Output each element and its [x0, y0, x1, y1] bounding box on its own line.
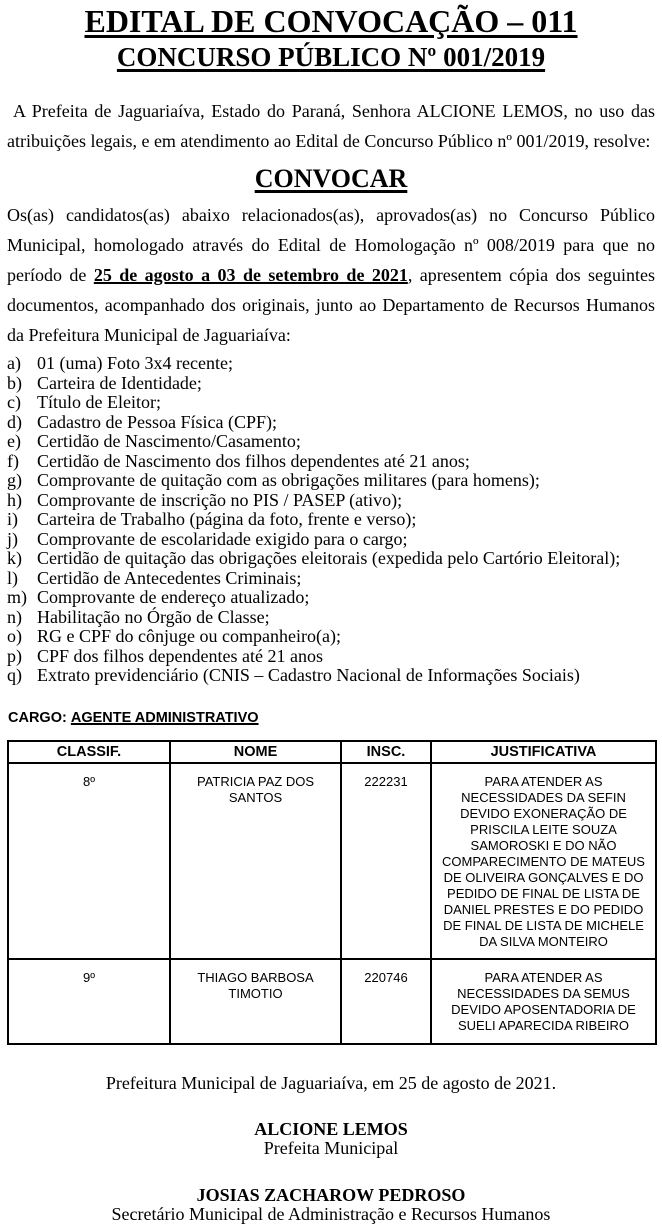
- checklist-item-text: Extrato previdenciário (CNIS – Cadastro Nacional de Informações Sociais): [37, 665, 580, 685]
- signature-role: Secretário Municipal de Administração e Recursos Humanos: [111, 1203, 551, 1224]
- column-header-classif: CLASSIF.: [8, 741, 170, 763]
- checklist-item-text: RG e CPF do cônjuge ou companheiro(a);: [37, 626, 341, 646]
- column-header-insc: INSC.: [341, 741, 431, 763]
- signature-name: JOSIAS ZACHAROW PEDROSO: [196, 1184, 466, 1205]
- checklist-item-text: Comprovante de inscrição no PIS / PASEP (ativo);: [37, 489, 403, 510]
- checklist-item-letter: p): [7, 645, 22, 666]
- checklist-item-text: 01 (uma) Foto 3x4 recente;: [37, 353, 233, 373]
- checklist-item-text: Certidão de Nascimento/Casamento;: [37, 431, 301, 451]
- checklist-item-text: Comprovante de endereço atualizado;: [37, 587, 310, 607]
- checklist-item: [7, 569, 655, 589]
- checklist-item-letter: f): [7, 450, 19, 471]
- cell-justificativa: PARA ATENDER AS NECESSIDADES DA SEMUS DEVIDO APOSENTADORIA DE SUELI APARECIDA RIBEIRO: [431, 959, 656, 1044]
- section-heading-convocar: CONVOCAR: [254, 164, 408, 193]
- checklist-item-text: Certidão de Antecedentes Criminais;: [37, 567, 302, 588]
- checklist-item-text: Certidão de Nascimento dos filhos dependentes até 21 anos;: [37, 450, 470, 471]
- intro-paragraph: A Prefeita de Jaguariaíva, Estado do Paraná, Senhora ALCIONE LEMOS, no uso das atribuições legais, e em atendimento ao Edital de Concurso Público nº 001/2019, resolve:: [7, 101, 655, 151]
- cell-insc: 222231: [341, 763, 431, 959]
- signature-name: ALCIONE LEMOS: [254, 1118, 408, 1139]
- checklist-item-letter: o): [7, 626, 22, 646]
- checklist-item-text: Cadastro de Pessoa Física (CPF);: [37, 411, 277, 432]
- convocation-paragraph: [7, 200, 655, 350]
- cell-insc: 220746: [341, 959, 431, 1044]
- cell-classif: 8º: [8, 763, 170, 959]
- checklist-item-letter: b): [7, 372, 22, 393]
- table-row: [8, 763, 656, 959]
- checklist-item-text: Título de Eleitor;: [37, 392, 161, 412]
- checklist-item: [7, 374, 655, 394]
- checklist-item: [7, 588, 655, 608]
- checklist-item: [7, 666, 655, 686]
- checklist-item-letter: e): [7, 431, 21, 451]
- checklist-item-letter: g): [7, 470, 22, 490]
- convocation-paragraph-part1: Os(as) candidatos(as) abaixo relacionados(as), aprovados(as) no Concurso Público Municipal, homologado através do Edital de Homologação nº 008/2019 para que no período de: [7, 205, 655, 285]
- checklist-item: [7, 354, 655, 374]
- checklist-item-letter: k): [7, 548, 22, 568]
- required-documents-list: [7, 354, 655, 686]
- checklist-item-text: Carteira de Trabalho (página da foto, frente e verso);: [37, 509, 417, 529]
- checklist-item-letter: d): [7, 411, 22, 432]
- checklist-item-text: Carteira de Identidade;: [37, 372, 202, 393]
- checklist-item: [7, 393, 655, 413]
- checklist-item-text: CPF dos filhos dependentes até 21 anos: [37, 645, 323, 666]
- cell-classif: 9º: [8, 959, 170, 1044]
- checklist-item: [7, 510, 655, 530]
- checklist-item: [7, 413, 655, 433]
- checklist-item-text: Comprovante de quitação com as obrigações militares (para homens);: [37, 470, 540, 490]
- table-row: [8, 959, 656, 1044]
- checklist-item: [7, 491, 655, 511]
- table-header-row: [8, 741, 656, 763]
- checklist-item: [7, 549, 655, 569]
- document-subtitle: CONCURSO PÚBLICO Nº 001/2019: [116, 42, 546, 72]
- checklist-item-letter: q): [7, 665, 22, 685]
- checklist-item-text: Comprovante de escolaridade exigido para o cargo;: [37, 528, 408, 549]
- closing-date-line: Prefeitura Municipal de Jaguariaíva, em 25 de agosto de 2021.: [105, 1072, 557, 1093]
- checklist-item: [7, 627, 655, 647]
- checklist-item: [7, 432, 655, 452]
- checklist-item-letter: j): [7, 528, 18, 549]
- checklist-item: [7, 608, 655, 628]
- cell-nome: PATRICIA PAZ DOS SANTOS: [170, 763, 341, 959]
- document-title: EDITAL DE CONVOCAÇÃO – 011: [84, 3, 578, 39]
- cell-justificativa: PARA ATENDER AS NECESSIDADES DA SEFIN DEVIDO EXONERAÇÃO DE PRISCILA LEITE SOUZA SAMOROSKI E DO NÃO COMPARECIMENTO DE MATEUS DE OLIVEIRA GONÇALVES E DO PEDIDO DE FINAL DE LISTA DE DANIEL PRESTES E DO PEDIDO DE FINAL DE LISTA DE MICHELE DA SILVA MONTEIRO: [431, 763, 656, 959]
- convocation-period: 25 de agosto a 03 de setembro de 2021: [93, 265, 408, 285]
- checklist-item-text: Certidão de quitação das obrigações eleitorais (expedida pelo Cartório Eleitoral);: [37, 548, 621, 568]
- checklist-item-letter: n): [7, 606, 22, 627]
- checklist-item-text: Habilitação no Órgão de Classe;: [37, 606, 270, 627]
- cargo-value: AGENTE ADMINISTRATIVO: [70, 709, 259, 726]
- checklist-item: [7, 647, 655, 667]
- checklist-item: [7, 530, 655, 550]
- signature-role: Prefeita Municipal: [263, 1137, 399, 1158]
- checklist-item-letter: i): [7, 509, 18, 529]
- cargo-label: CARGO:: [8, 709, 67, 726]
- checklist-item-letter: a): [7, 353, 21, 373]
- checklist-item-letter: c): [7, 392, 21, 412]
- checklist-item-letter: m): [7, 587, 27, 607]
- convocation-paragraph-part2: , apresentem cópia dos seguintes documentos, acompanhado dos originais, junto ao Departamento de Recursos Humanos da Prefeitura Municipal de Jaguariaíva:: [7, 265, 655, 345]
- signature-block-mayor: [7, 1120, 655, 1158]
- checklist-item-letter: l): [7, 567, 18, 588]
- cargo-line: [8, 710, 655, 726]
- convocation-table: [7, 740, 657, 1045]
- checklist-item: [7, 471, 655, 491]
- signature-block-secretary: [7, 1186, 655, 1224]
- checklist-item-letter: h): [7, 489, 22, 510]
- cell-nome: THIAGO BARBOSA TIMOTIO: [170, 959, 341, 1044]
- checklist-item: [7, 452, 655, 472]
- column-header-nome: NOME: [170, 741, 341, 763]
- column-header-justificativa: JUSTIFICATIVA: [431, 741, 656, 763]
